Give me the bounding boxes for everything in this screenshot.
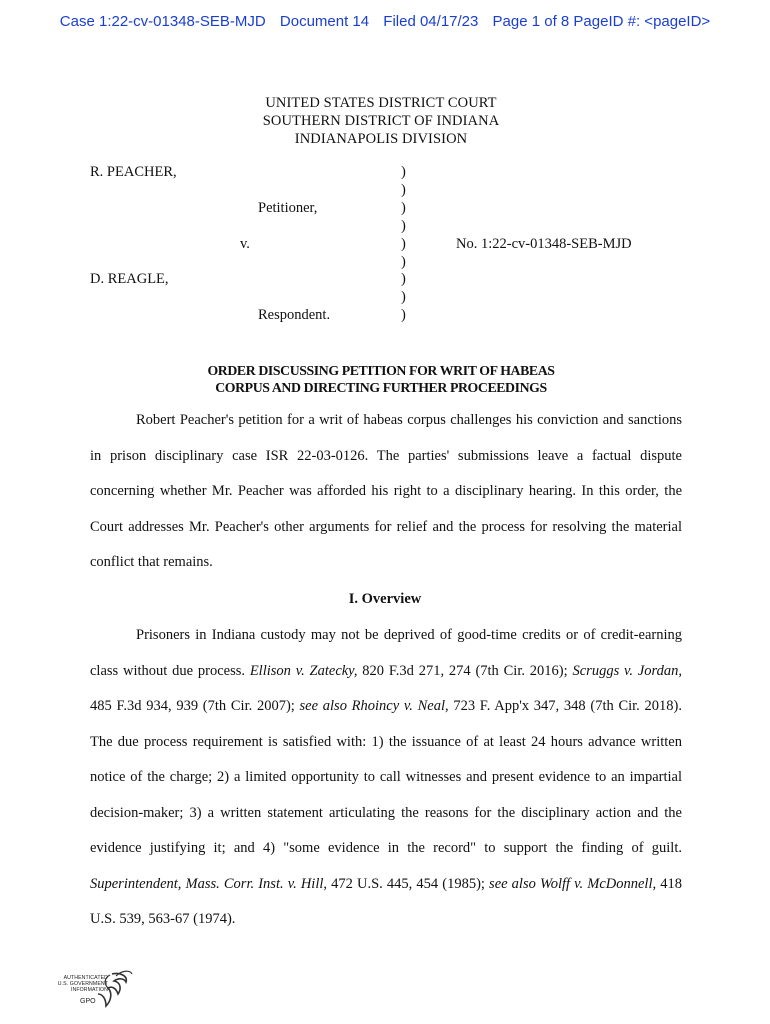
body-text: 485 F.3d 934, 939 (7th Cir. 2007); (90, 698, 300, 714)
intro-paragraph: Robert Peacher's petition for a writ of habeas corpus challenges his conviction and sanctions in prison disciplinary case ISR 22-03-0126. The parties' submissions leave a factual dispute concerning whether Mr. Peacher was afforded his right to a disciplinary hearing. In this order, the Court addresses Mr. Peacher's other arguments for relief and the process for resolving the material conflict that remains. (90, 412, 682, 570)
caption-parentheses (401, 164, 413, 325)
case-number-header: Case 1:22-cv-01348-SEB-MJD (59, 13, 266, 30)
paren: ) (401, 181, 406, 198)
order-title-line: CORPUS AND DIRECTING FURTHER PROCEEDINGS (215, 380, 547, 395)
court-name: UNITED STATES DISTRICT COURT (265, 95, 497, 111)
paren: ) (401, 271, 406, 288)
court-division: INDIANAPOLIS DIVISION (294, 131, 468, 147)
versus: v. (240, 236, 250, 252)
body-text: 723 F. App'x 347, 348 (7th Cir. 2018). The due process requirement is satisfied with: 1) the issuance of at least 24 hours advance written notice of the charge; 2) a limited opportunity to call witnesses and present evidence to an impartial decision-maker; 3) a written statement articulating the reasons for the disciplinary action and the evidence justifying it; and 4) "some evidence in the record" to support the finding of guilt. (90, 698, 682, 856)
respondent-role: Respondent. (258, 307, 331, 323)
case-citation: Scruggs v. Jordan, (572, 662, 682, 679)
filed-date: Filed 04/17/23 (383, 13, 479, 30)
section-heading: I. Overview (348, 591, 422, 607)
gpo-text-line: AUTHENTICATED (63, 975, 108, 981)
body-text: Prisoners in Indiana custody may not be deprived of good-time credits or of credit-earning class without due process. (90, 627, 682, 679)
case-citation: Superintendent, Mass. Corr. Inst. v. Hill (90, 875, 324, 892)
court-district: SOUTHERN DISTRICT OF INDIANA (262, 113, 500, 129)
case-caption (0, 0, 770, 340)
paren: ) (401, 289, 406, 306)
order-title (0, 362, 762, 396)
order-title-line: ORDER DISCUSSING PETITION FOR WRIT OF HABEAS (207, 363, 555, 378)
respondent-name: D. REAGLE, (90, 271, 169, 287)
case-number: No. 1:22-cv-01348-SEB-MJD (456, 236, 632, 252)
petitioner-name: R. PEACHER, (90, 164, 177, 180)
body-text: 418 U.S. 539, 563-67 (1974). (90, 875, 682, 927)
gpo-authentication-text (46, 975, 108, 993)
document-number: Document 14 (279, 13, 370, 30)
page-info: Page 1 of 8 PageID #: <pageID> (492, 13, 711, 30)
body-text: , 472 U.S. 445, 454 (1985); (323, 875, 490, 892)
paren: ) (401, 199, 406, 216)
petitioner-role: Petitioner, (258, 200, 318, 216)
case-citation: see also Rhoincy v. Neal, (299, 698, 449, 714)
paren: ) (401, 253, 406, 270)
paren: ) (401, 217, 406, 234)
paren: ) (401, 164, 406, 180)
body-text: 820 F.3d 271, 274 (7th Cir. 2016); (357, 662, 573, 679)
gpo-mark: GPO (80, 998, 96, 1005)
overview-paragraph (90, 618, 682, 938)
gpo-text-line: INFORMATION (70, 987, 108, 993)
gpo-text-line: U.S. GOVERNMENT (57, 981, 108, 987)
paren: ) (401, 307, 406, 324)
case-citation: see also Wolff v. McDonnell, (489, 875, 657, 892)
paren: ) (401, 235, 406, 252)
case-citation: Ellison v. Zatecky, (249, 662, 358, 679)
